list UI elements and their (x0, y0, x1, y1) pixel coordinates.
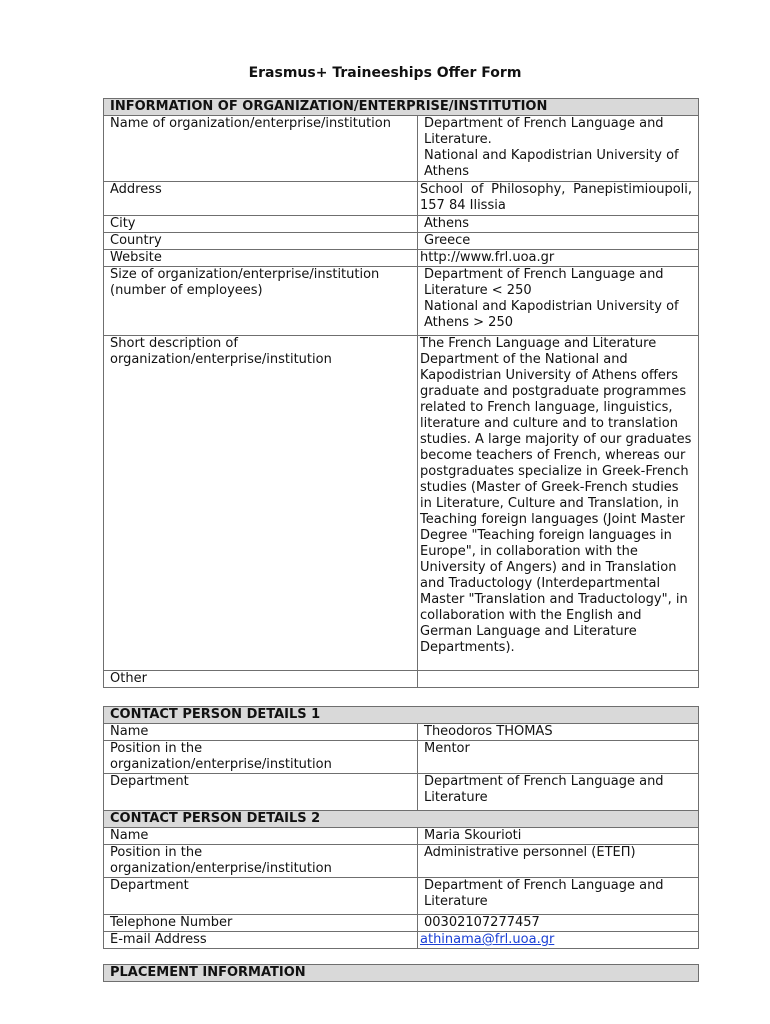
other-label: Other (104, 671, 418, 688)
table-row (104, 724, 699, 741)
website-value: http://www.frl.uoa.gr (418, 250, 699, 267)
website-label: Website (104, 250, 418, 267)
table-row (104, 336, 699, 671)
table-row (104, 267, 699, 336)
contact2-department-value: Department of French Language and Literature (418, 878, 699, 915)
section-header-row (104, 965, 699, 982)
contact1-department-value: Department of French Language and Literature (418, 774, 699, 811)
description-value: The French Language and Literature Department of the National and Kapodistrian University of Athens offers graduate and postgraduate programmes related to French language, linguistics, literature and culture and to translation studies. A large majority of our graduates become teachers of French, whereas our postgraduates specialize in Greek-French studies (Master of Greek-French studies in Literature, Culture and Translation, in Teaching foreign languages (Joint Master Degree "Teaching foreign languages in Europe", in collaboration with the University of Angers) and in Translation and Traductology (Interdepartmental Master "Translation and Traductology", in collaboration with the English and German Language and Literature Departments). (418, 336, 699, 671)
other-value (418, 671, 699, 688)
size-label: Size of organization/enterprise/institution (number of employees) (104, 267, 418, 336)
contact2-section-header: CONTACT PERSON DETAILS 2 (104, 811, 699, 828)
contact-details-table (103, 706, 699, 949)
contact1-section-header: CONTACT PERSON DETAILS 1 (104, 707, 699, 724)
org-name-label: Name of organization/enterprise/institution (104, 116, 418, 182)
org-section-header: INFORMATION OF ORGANIZATION/ENTERPRISE/INSTITUTION (104, 99, 699, 116)
contact2-name-value: Maria Skourioti (418, 828, 699, 845)
country-value: Greece (418, 233, 699, 250)
size-value: Department of French Language and Literature < 250 National and Kapodistrian University of Athens > 250 (418, 267, 699, 336)
table-row (104, 250, 699, 267)
address-value: School of Philosophy, Panepistimioupoli, 157 84 Ilissia (418, 182, 699, 216)
table-row (104, 116, 699, 182)
contact2-position-label: Position in the organization/enterprise/institution (104, 845, 418, 878)
email-label: E-mail Address (104, 932, 418, 949)
email-link[interactable]: athinama@frl.uoa.gr (420, 932, 555, 947)
contact1-department-label: Department (104, 774, 418, 811)
org-name-value: Department of French Language and Literature. National and Kapodistrian University of Athens (418, 116, 699, 182)
placement-section-header: PLACEMENT INFORMATION (104, 965, 699, 982)
table-row (104, 915, 699, 932)
contact2-department-label: Department (104, 878, 418, 915)
contact1-position-value: Mentor (418, 741, 699, 774)
page-title: Erasmus+ Traineeships Offer Form (248, 65, 522, 81)
table-row (104, 216, 699, 233)
contact1-name-label: Name (104, 724, 418, 741)
table-row (104, 233, 699, 250)
table-row (104, 932, 699, 949)
phone-value: 00302107277457 (418, 915, 699, 932)
contact1-name-value: Theodoros THOMAS (418, 724, 699, 741)
description-label: Short description of organization/enterprise/institution (104, 336, 418, 671)
country-label: Country (104, 233, 418, 250)
table-row (104, 828, 699, 845)
contact2-position-value: Administrative personnel (ΕΤΕΠ) (418, 845, 699, 878)
contact1-position-label: Position in the organization/enterprise/institution (104, 741, 418, 774)
city-label: City (104, 216, 418, 233)
placement-info-table (103, 964, 699, 982)
table-row (104, 845, 699, 878)
section-header-row (104, 811, 699, 828)
phone-label: Telephone Number (104, 915, 418, 932)
city-value: Athens (418, 216, 699, 233)
table-row (104, 741, 699, 774)
table-row (104, 671, 699, 688)
table-row (104, 878, 699, 915)
contact2-name-label: Name (104, 828, 418, 845)
address-label: Address (104, 182, 418, 216)
email-cell (418, 932, 699, 949)
section-header-row (104, 707, 699, 724)
table-row (104, 182, 699, 216)
organization-info-table (103, 98, 699, 688)
section-header-row (104, 99, 699, 116)
table-row (104, 774, 699, 811)
